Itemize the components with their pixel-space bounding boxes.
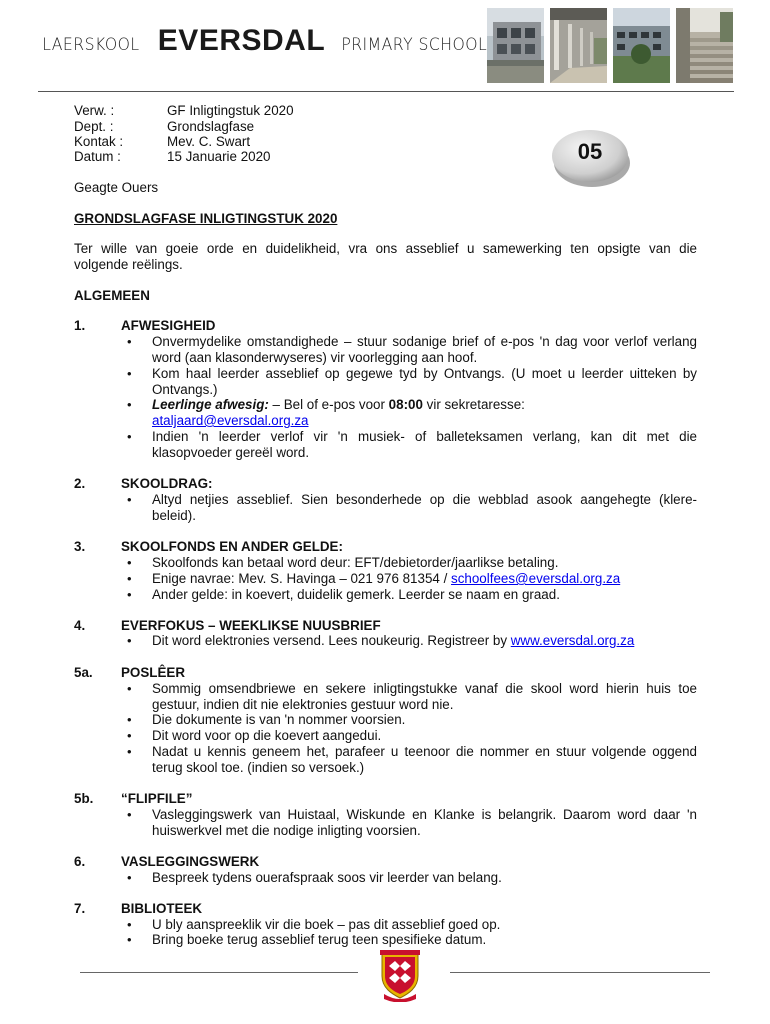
bullet-text: Die dokumente is van 'n nommer voorsien. — [152, 712, 406, 727]
meta-key: Verw. : — [74, 103, 115, 118]
greeting: Geagte Ouers — [74, 180, 159, 195]
meta-key: Datum : — [74, 149, 121, 164]
header-divider — [38, 91, 734, 92]
section-number: 2. — [74, 476, 86, 491]
bullet-text: Leerlinge afwesig: – Bel of e-pos voor 08:00 vir sekretaresse: — [152, 397, 525, 412]
intro-line-2: volgende reëlings. — [74, 257, 183, 272]
bullet-text: beleid). — [152, 508, 196, 523]
section-title-flipfile: “FLIPFILE” — [121, 791, 193, 806]
bullet-text: U bly aanspreeklik vir die boek – pas dit asseblief goed op. — [152, 917, 501, 932]
bullet-text: Dit word voor op die koevert aangedui. — [152, 728, 382, 743]
bullet-text: huiswerkvel met die nodige inligting voorsien. — [152, 823, 421, 838]
intro-line-1: Ter wille van goeie orde en duidelikheid, vra ons asseblief u samewerking ten opsigte van die — [74, 241, 697, 256]
section-number: 7. — [74, 901, 86, 916]
meta-value: Grondslagfase — [167, 119, 255, 134]
section-number: 4. — [74, 618, 86, 633]
bullet-text: Enige navrae: Mev. S. Havinga – 021 976 81354 / schoolfees@eversdal.org.za — [152, 571, 621, 586]
section-number: 6. — [74, 854, 86, 869]
bullet-text: Ander gelde: in koevert, duidelik gemerk. Leerder se naam en graad. — [152, 587, 560, 602]
document-number-badge — [550, 126, 636, 190]
school-photo-stairs — [676, 8, 733, 83]
bullet-text: Vasleggingswerk van Huistaal, Wiskunde en Klanke is belangrik. Daarom word daar 'n — [152, 807, 697, 822]
bullet-text: Dit word elektronies versend. Lees noukeurig. Registreer by www.eversdal.org.za — [152, 633, 635, 648]
bullet-text: Bespreek tydens ouerafspraak soos vir leerder van belang. — [152, 870, 502, 885]
bullet-text: Indien 'n leerder verlof vir 'n musiek- of balleteksamen verlang, kan dit met die — [152, 429, 697, 444]
secretary-email-link[interactable]: ataljaard@eversdal.org.za — [152, 413, 309, 428]
bullet-text: Nadat u kennis geneem het, parafeer u teenoor die nommer en stuur volgende oggend — [152, 744, 697, 759]
section-title-uniform: SKOOLDRAG: — [121, 476, 213, 491]
bullet-text: terug skool toe. (indien so versoek.) — [152, 760, 365, 775]
bullet-text: klasopvoeder gereël word. — [152, 445, 310, 460]
school-photo-building — [487, 8, 544, 83]
meta-key: Dept. : — [74, 119, 114, 134]
footer-line-left — [80, 972, 358, 973]
school-photo-quad — [613, 8, 670, 83]
section-number: 5b. — [74, 791, 94, 806]
section-title-library: BIBLIOTEEK — [121, 901, 203, 916]
meta-value: GF Inligtingstuk 2020 — [167, 103, 294, 118]
section-title-postbag: POSLÊER — [121, 665, 185, 680]
meta-value: Mev. C. Swart — [167, 134, 251, 149]
bullet-text: Sommig omsendbriewe en sekere inligtingstukke vanaf die skool word hierin huis toe — [152, 681, 697, 696]
section-title-fees: SKOOLFONDS EN ANDER GELDE: — [121, 539, 343, 554]
bullet-text: Ontvangs.) — [152, 382, 218, 397]
fees-email-link[interactable]: schoolfees@eversdal.org.za — [451, 571, 621, 586]
meta-key: Kontak : — [74, 134, 124, 149]
section-title-newsletter: EVERFOKUS – WEEKLIKSE NUUSBRIEF — [121, 618, 381, 633]
bullet-text: word (aan klasonderwyseres) vir voorlegging aan hoof. — [152, 350, 478, 365]
school-photo-corridor — [550, 8, 607, 83]
footer-line-right — [450, 972, 710, 973]
header-right-text: PRIMARY SCHOOL — [341, 35, 488, 55]
document-title: GRONDSLAGFASE INLIGTINGSTUK 2020 — [74, 211, 338, 226]
bullet-text: Altyd netjies asseblief. Sien besonderhede op die webblad asook aangehegte (klere- — [152, 492, 697, 507]
absence-label: Leerlinge afwesig: — [152, 397, 269, 412]
bullet-text: Onvermydelike omstandighede – stuur sodanige brief of e-pos 'n dag voor verlof verlang — [152, 334, 697, 349]
bullet-text: gestuur, indien dit nie elektronies gestuur word nie. — [152, 697, 454, 712]
section-number: 1. — [74, 318, 86, 333]
bullet-text: Bring boeke terug asseblief terug teen spesifieke datum. — [152, 932, 487, 947]
section-title-consolidation: VASLEGGINGSWERK — [121, 854, 260, 869]
website-link[interactable]: www.eversdal.org.za — [510, 633, 635, 648]
bullet-text: Skoolfonds kan betaal word deur: EFT/debietorder/jaarlikse betaling. — [152, 555, 559, 570]
bullet-text: Kom haal leerder asseblief op gegewe tyd by Ontvangs. (U moet u leerder uitteken by — [152, 366, 697, 381]
section-number: 3. — [74, 539, 86, 554]
section-number: 5a. — [74, 665, 93, 680]
header-left-text: LAERSKOOL — [42, 35, 140, 55]
general-heading: ALGEMEEN — [74, 288, 150, 303]
badge-number: 05 — [577, 139, 603, 164]
section-title-absence: AFWESIGHEID — [121, 318, 216, 333]
school-header — [38, 24, 494, 67]
school-crest-icon — [378, 950, 422, 1002]
meta-value: 15 Januarie 2020 — [167, 149, 271, 164]
school-name: EVERSDAL — [157, 24, 326, 57]
